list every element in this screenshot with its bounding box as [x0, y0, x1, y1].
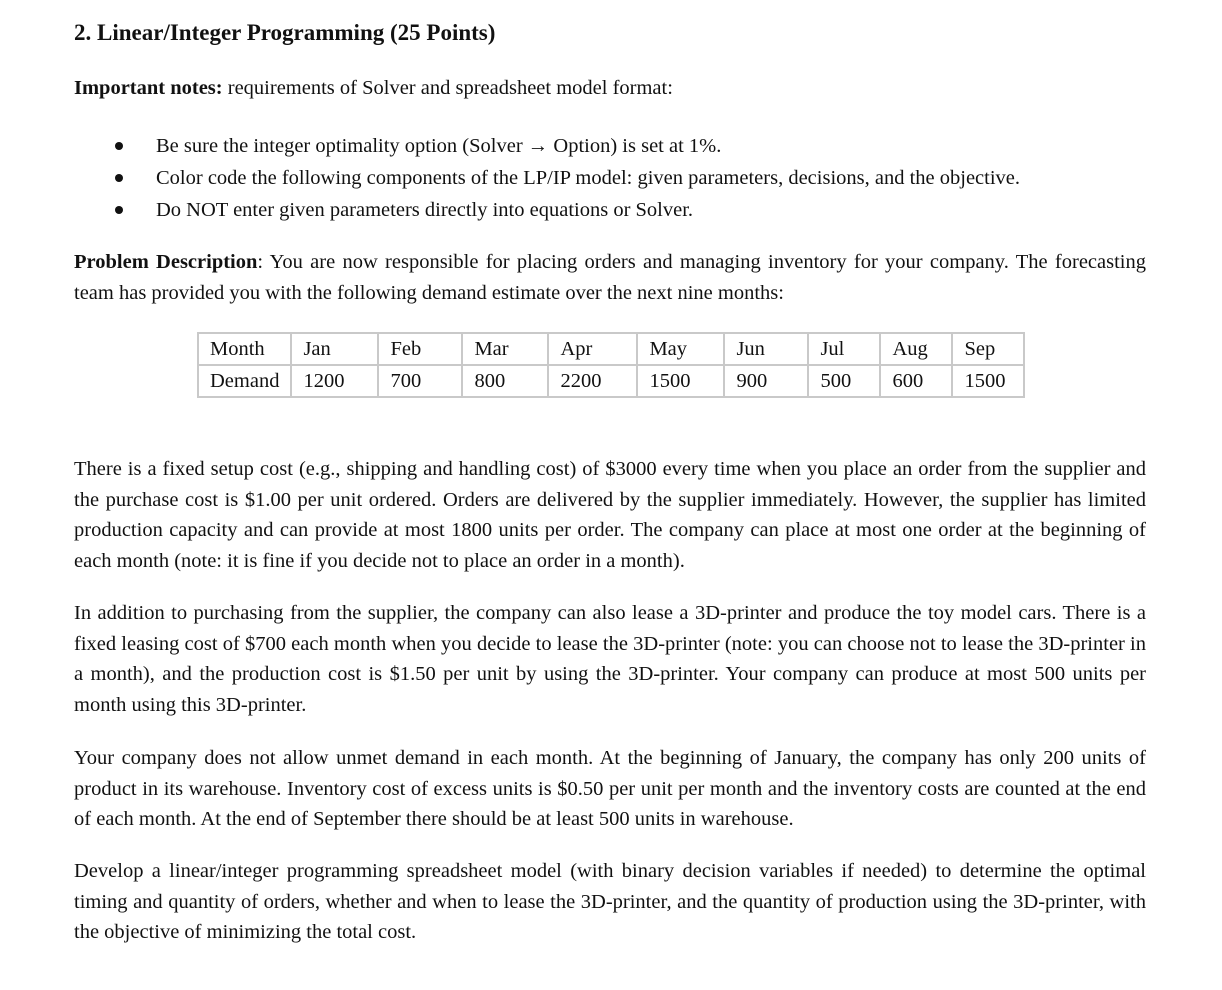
demand-table [197, 332, 1025, 398]
table-cell: 1500 [637, 365, 724, 397]
requirements-list [74, 131, 1020, 227]
bullet-icon [115, 206, 123, 214]
table-cell: 1200 [291, 365, 378, 397]
list-item [74, 131, 1020, 163]
table-cell: 600 [880, 365, 952, 397]
problem-description [74, 247, 1146, 308]
table-cell: 2200 [548, 365, 637, 397]
list-item [74, 195, 1020, 227]
table-cell: Sep [952, 333, 1024, 365]
table-cell: 700 [378, 365, 462, 397]
table-cell: Month [198, 333, 291, 365]
table-cell: 500 [808, 365, 880, 397]
table-cell: 900 [724, 365, 808, 397]
table-cell: Jun [724, 333, 808, 365]
table-cell: 800 [462, 365, 548, 397]
important-notes-label: Important notes: [74, 77, 223, 99]
table-cell: Apr [548, 333, 637, 365]
important-notes-text: requirements of Solver and spreadsheet model format: [222, 77, 673, 99]
paragraph-3d-printer: In addition to purchasing from the supplier, the company can also lease a 3D-printer and produce the toy model cars. There is a fixed leasing cost of $700 each month when you decide to lease the 3D-printer (note: you can choose not to lease the 3D-printer in a month), and the production cost is $1.50 per unit by using the 3D-printer. Your company can produce at most 500 units per month using this 3D-printer. [74, 602, 1146, 716]
table-cell: May [637, 333, 724, 365]
table-cell: 1500 [952, 365, 1024, 397]
table-cell: Feb [378, 333, 462, 365]
important-notes [74, 77, 673, 100]
section-heading: 2. Linear/Integer Programming (25 Points) [74, 20, 496, 45]
list-item-text: Do NOT enter given parameters directly into equations or Solver. [156, 199, 694, 221]
paragraph-inventory: Your company does not allow unmet demand in each month. At the beginning of January, the company has only 200 units of product in its warehouse. Inventory cost of excess units is $0.50 per unit per month and the inventory costs are counted at the end of each month. At the end of September there should be at least 500 units in warehouse. [74, 747, 1146, 830]
list-item [74, 163, 1020, 195]
table-cell: Jul [808, 333, 880, 365]
paragraph-task: Develop a linear/integer programming spreadsheet model (with binary decision variables if needed) to determine the optimal timing and quantity of orders, whether and when to lease the 3D-printer, and the quantity of production using the 3D-printer, with the objective of minimizing the total cost. [74, 860, 1146, 943]
table-cell: Mar [462, 333, 548, 365]
table-cell: Aug [880, 333, 952, 365]
list-item-text: Be sure the integer optimality option (Solver → Option) is set at 1%. [156, 135, 722, 157]
list-item-text: Color code the following components of the LP/IP model: given parameters, decisions, and the objective. [156, 167, 1021, 189]
bullet-icon [115, 174, 123, 182]
problem-description-label: Problem Description [74, 251, 258, 273]
table-row-demand [198, 365, 1024, 397]
bullet-icon [115, 142, 123, 150]
table-row-month [198, 333, 1024, 365]
table-cell: Jan [291, 333, 378, 365]
table-cell: Demand [198, 365, 291, 397]
problem-description-text: : You are now responsible for placing orders and managing inventory for your company. The forecasting team has provided you with the following demand estimate over the next nine months: [74, 251, 1146, 304]
paragraph-setup-cost: There is a fixed setup cost (e.g., shipping and handling cost) of $3000 every time when you place an order from the supplier and the purchase cost is $1.00 per unit ordered. Orders are delivered by the supplier immediately. However, the supplier has limited production capacity and can provide at most 1800 units per order. The company can place at most one order at the beginning of each month (note: it is fine if you decide not to place an order in a month). [74, 458, 1146, 572]
